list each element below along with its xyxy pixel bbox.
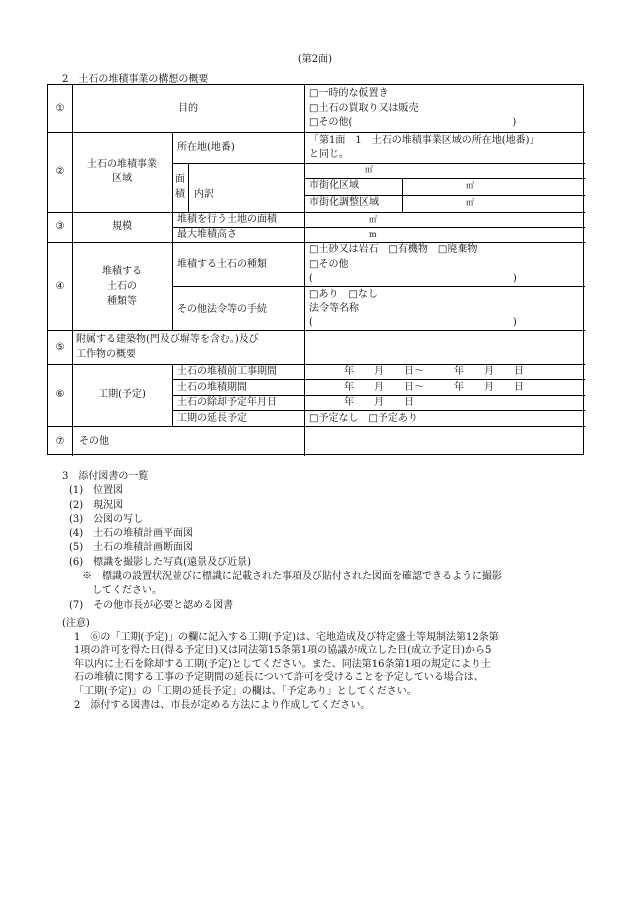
attachment-item-6: (6) 標識を撮影した写真(遠景及び近景) [69,556,251,568]
attachment-item-7: (7) その他市長が必要と認める図書 [69,599,234,611]
extension-label: 工期の延長予定 [177,413,247,424]
note-1-line3: 年以内に土石を除却する工期(予定)としてください。また、同法第16条第1項の規定により土 [74,658,491,670]
removal-date-value: 年 月 日 [344,397,414,408]
purpose-option-sale: □土石の買取り又は販売 [309,103,419,114]
row-number-6: ⑥ [55,389,65,400]
max-height-label: 最大堆積高さ [177,229,237,240]
notes-section [62,617,499,712]
attachment-item-5: (5) 土石の堆積計画断面図 [69,542,194,554]
pre-work-period-value: 年 月 日～ 年 月 日 [344,366,524,377]
row-number-1: ① [55,103,65,114]
note-1-line2: 1項の許可を得た日(得る予定日)又は同法第15条第1項の協議が成立した日(成立予定日)から5 [74,645,492,657]
breakdown-label: 内訳 [194,189,214,200]
attachment-remark-line2: してください。 [82,585,162,597]
soil-kind-label: 堆積する土石の種類 [177,259,267,270]
other-laws-label: その他法令等の手続 [177,304,267,315]
attachment-item-4: (4) 土石の堆積計画平面図 [69,528,194,540]
urbanization-area-label: 市街化区域 [309,180,359,191]
row-number-5: ⑤ [55,342,65,353]
area-label-char2: 積 [175,189,185,200]
work-period-label: 工期(予定) [98,389,146,400]
page-number-label: (第2面) [297,54,333,65]
note-1: 1 ⑥の「工期(予定)」の欄に記入する工期(予定)は、宅地造成及び特定盛土等規制法第12条第 [74,631,499,643]
structures-label: 附属する建築物(門及び塀等を含む。)及び [76,334,259,345]
location-label: 所在地(地番) [177,142,235,153]
note-1-line4: 石の堆積に関する工事の予定期間の延長について許可を受けることを予定している場合は、 [74,672,484,684]
urbanization-control-area-unit: ㎡ [466,198,474,207]
extension-options: □予定なし □予定あり [309,413,418,424]
attachment-item-1: (1) 位置図 [69,485,124,497]
row-number-3: ③ [55,221,65,232]
project-area-label: 土石の堆積事業 [87,159,157,170]
other-laws-options: □あり □なし [309,289,378,300]
stacking-period-value: 年 月 日～ 年 月 日 [344,382,524,393]
attachments-list [62,470,502,613]
soil-type-label-line2: 土石の [107,281,137,292]
section-title: 2 土石の堆積事業の構想の概要 [62,74,209,85]
pre-work-period-label: 土石の堆積前工事期間 [177,366,277,377]
attachment-item-2: (2) 現況図 [69,499,124,511]
stacking-period-label: 土石の堆積期間 [177,382,247,393]
note-1-line5: 「工期(予定)」の「工期の延長予定」の欄は、「予定あり」としてください。 [74,685,417,697]
land-area-label: 堆積を行う土地の面積 [177,214,277,225]
note-2: 2 添付する図書は、市長が定める方法により作成してください。 [74,699,371,711]
attachment-remark: ※ 標識の設置状況並びに標識に記載された事項及び貼付された図面を確認できるように撮影 [82,571,502,583]
total-area-unit: ㎡ [365,165,373,174]
urbanization-control-area-label: 市街化調整区域 [309,197,379,208]
soil-type-label: 堆積する [102,266,142,277]
soil-kind-other: □その他 [309,259,349,270]
plan-summary-table [47,84,584,455]
structures-label-line2: 工作物の概要 [76,349,136,360]
soil-kind-other-paren: ( ) [309,273,517,284]
urbanization-area-unit: ㎡ [466,181,474,190]
project-area-label-line2: 区域 [112,173,132,184]
row-number-4: ④ [55,281,65,292]
land-area-unit: ㎡ [369,215,377,224]
law-name-label: 法令等名称 [309,303,359,314]
attachment-item-3: (3) 公図の写し [69,513,144,525]
other-label: その他 [79,436,109,447]
location-value-line2: と同じ。 [309,149,349,160]
soil-type-label-line3: 種類等 [107,296,137,307]
purpose-option-other: □その他( ) [309,117,517,128]
location-value: 「第1面 1 土石の堆積事業区域の所在地(地番)」 [309,135,540,146]
purpose-option-temporary: □一時的な仮置き [309,88,389,99]
attachments-title: 3 添付図書の一覧 [62,471,149,482]
purpose-label: 目的 [178,103,198,114]
area-label-char1: 面 [175,174,185,185]
scale-label: 規模 [112,221,132,232]
removal-date-label: 土石の除却予定年月日 [177,397,277,408]
notes-title: (注意) [62,618,90,629]
row-number-7: ⑦ [55,436,65,447]
soil-kind-options: □土砂又は岩石 □有機物 □廃棄物 [309,244,478,255]
max-height-unit: m [369,230,377,239]
law-name-paren: ( ) [309,317,517,328]
row-number-2: ② [55,166,65,177]
